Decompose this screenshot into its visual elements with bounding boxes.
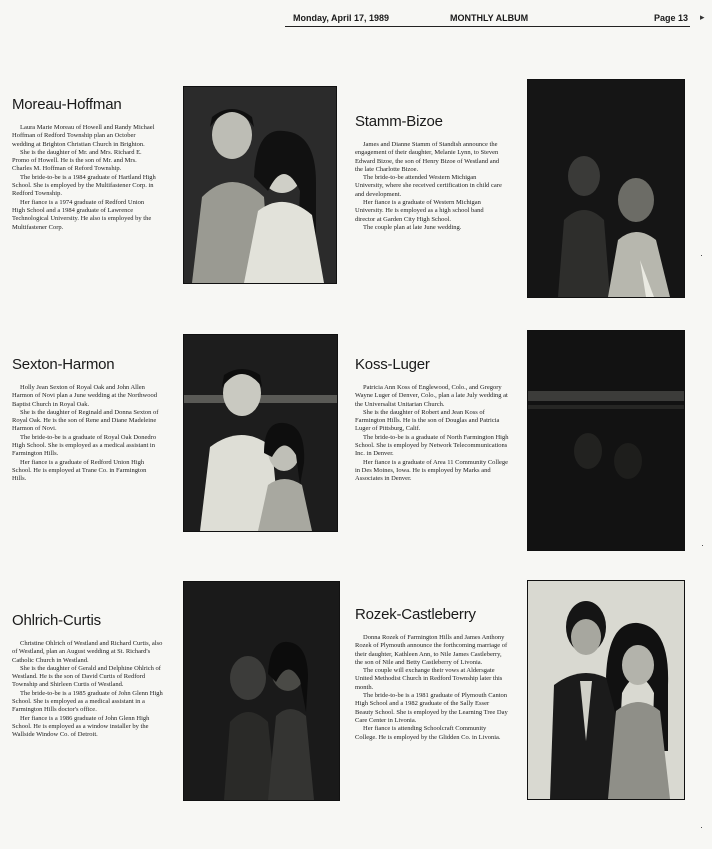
photo-image [528,331,684,550]
scan-mark: · [701,540,704,550]
announcement-body [12,640,163,740]
paragraph: Her fiance is a graduate of Western Michigan University. He is employed as a high school band director at Garden City High School. [355,199,484,223]
couple-photo-sexton-harmon [183,334,338,532]
paragraph: Donna Rozek of Farmington Hills and James Anthony Rozek of Plymouth announce the forthcoming marriage of their daughter, Kathleen Ann, to Nile James Castleberry, the son of Nile and Betty Castleberry of Livonia. [355,634,508,666]
paragraph: Holly Jean Sexton of Royal Oak and John Allen Harmon of Novi plan a June wedding at the Northwood Baptist Church in Royal Oak. [12,384,157,408]
paragraph: The bride-to-be is a 1984 graduate of Hartland High School. She is employed by the Multifastener Corp. in Redford Township. [12,173,156,198]
announcement-title: Rozek-Castleberry [355,606,476,623]
paragraph: The bride-to-be is a graduate of Royal Oak Donedro High School. She is employed as a medical assistant in Farmington Hills. [12,433,157,458]
announcement-title: Koss-Luger [355,356,430,373]
photo-image [184,582,339,800]
announcement-title: Ohlrich-Curtis [12,612,101,629]
announcement-ohlrich-curtis [12,612,163,740]
paragraph: She is the daughter of Mr. and Mrs. Richard E. Promo of Howell. He is the son of Mr. and Mrs. Charles M. Hoffman of Reford Township. [12,148,142,173]
section-title: MONTHLY ALBUM [450,13,529,23]
paragraph: The couple plan at late June wedding. [363,223,462,231]
announcement-rozek-castleberry [355,606,509,742]
page-header [285,12,690,27]
paragraph: Her fiance is attending Schoolcraft Community College. He is employed by the Glidden Co. in Livonia. [355,725,501,741]
announcement-sexton-harmon [12,356,162,484]
paragraph: She is the daughter of Gerald and Delphine Ohlrich of Westland. He is the son of David Curtis of Redford Township and Shirleen Curtis of Westland. [12,664,161,689]
paragraph: She is the daughter of Robert and Jean Koss of Farmington Hills. He is the son of Douglas and Patricia Luger of Pittsburg, Calif. [355,408,500,433]
announcement-koss-luger [355,356,510,484]
announcement-title: Moreau-Hoffman [12,96,122,113]
paragraph: Christine Ohlrich of Westland and Richard Curtis, also of Westland, plan an August wedding at St. Richard's Catholic Church in Westland. [12,640,163,664]
scan-mark: · [700,250,703,260]
paragraph: Her fiance is a graduate of Area 11 Community College in Des Moines, Iowa. He is employed by Marks and Associates in Denver. [355,458,509,483]
paragraph: Patricia Ann Koss of Englewood, Colo., and Gregory Wayne Luger of Denver, Colo., plan a late July wedding at the Universalist Unitarian Church. [355,384,508,408]
paragraph: James and Dianne Stamm of Standish announce the engagement of their daughter, Melanie Lynn, to Steven Edward Bizoe, the son of Henry Bizoe of Westland and the late Charlotte Bizoe. [355,141,500,173]
couple-photo-koss-luger [527,330,685,551]
photo-image [528,80,684,297]
announcement-title: Sexton-Harmon [12,356,115,373]
paragraph: The bride-to-be attended Western Michigan University, where she received certification in child care and development. [355,174,502,198]
issue-date: Monday, April 17, 1989 [293,13,390,23]
right-arrow-icon: ▸ [700,12,705,22]
paragraph: Her fiance is a graduate of Redford Union High School. He is employed at Trane Co. in Farmington Hills. [12,458,147,483]
announcement-body [355,384,510,484]
announcement-title: Stamm-Bizoe [355,113,443,130]
paragraph: Her fiance is a 1974 graduate of Redford Union High School and a 1984 graduate of Lawrence Technological University. He also is employed by the Multifastener Corp. [12,198,152,231]
couple-photo-stamm-bizoe [527,79,685,298]
announcement-body [355,141,505,232]
page-number: Page 13 [653,13,688,23]
paragraph: The bride-to-be is a graduate of North Farmington High School. She is employed by Network Telecommunications Inc. in Denver. [355,433,509,458]
announcement-moreau-hoffman [12,96,158,232]
paragraph: The bride-to-be is a 1985 graduate of John Glenn High School. She is employed as a medical assistant in a Farmington Hills doctor's office. [12,689,163,714]
paragraph: Her fiance is a 1986 graduate of John Glenn High School. He is employed as a window installer by the Wallside Window Co. of Detroit. [12,714,150,739]
photo-image [184,335,337,531]
couple-photo-rozek-castleberry [527,580,685,800]
paragraph: She is the daughter of Reginald and Donna Sexton of Royal Oak. He is the son of Rene and Diane Madeleine Harmon of Novi. [12,408,159,433]
photo-image [184,87,336,283]
photo-image [528,581,684,799]
announcement-body [12,124,158,232]
couple-photo-moreau-hoffman [183,86,337,284]
paragraph: The bride-to-be is a 1981 graduate of Plymouth Canton High School and a 1982 graduate of the Sally Esser Beauty School. She is employed by the Learning Tree Day Care Center in Livonia. [355,692,508,724]
announcement-body [12,384,162,484]
couple-photo-ohlrich-curtis [183,581,340,801]
paragraph: The couple will exchange their vows at Aldersgate United Methodist Church in Redford Township later this month. [355,667,503,691]
paragraph: Laura Marie Moreau of Howell and Randy Michael Hoffman of Redford Township plan an October wedding at Brighton Christian Church in Brighton. [12,124,155,148]
announcement-stamm-bizoe [355,113,505,232]
announcement-body [355,634,509,742]
scan-mark: · [700,822,703,832]
